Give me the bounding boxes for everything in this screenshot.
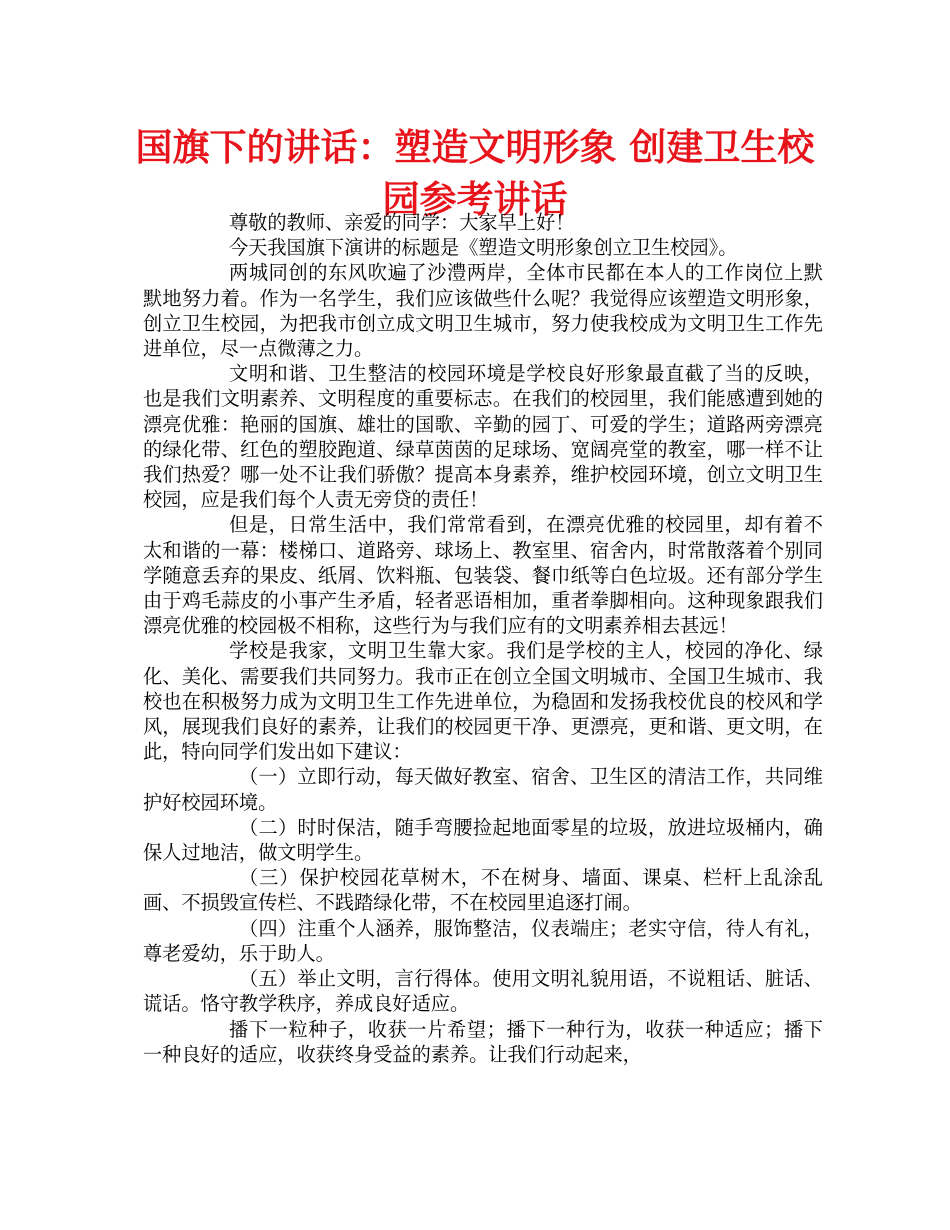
suggestion-item: （一）立即行动，每天做好教室、宿舍、卫生区的清洁工作，共同维护好校园环境。: [143, 765, 823, 814]
body-paragraph: 但是，日常生活中，我们常常看到，在漂亮优雅的校园里，却有着不太和谐的一幕：楼梯口、道路旁、球场上、教室里、宿舍内，时常散落着个别同学随意丢弃的果皮、纸屑、饮料瓶、包装袋、餐巾纸等白色垃圾。还有部分学生由于鸡毛蒜皮的小事产生矛盾，轻者恶语相加，重者拳脚相向。这种现象跟我们漂亮优雅的校园极不相称，这些行为与我们应有的文明素养相去甚远！: [143, 513, 823, 638]
suggestion-item: （四）注重个人涵养，服饰整洁，仪表端庄；老实守信，待人有礼，尊老爱幼，乐于助人。: [143, 916, 823, 965]
body-paragraph: 两城同创的东风吹遍了沙澧两岸，全体市民都在本人的工作岗位上默默地努力着。作为一名学生，我们应该做些什么呢？我觉得应该塑造文明形象，创立卫生校园，为把我市创立成文明卫生城市，努力使我校成为文明卫生工作先进单位，尽一点微薄之力。: [143, 261, 823, 361]
topic-paragraph: 今天我国旗下演讲的标题是《塑造文明形象创立卫生校园》。: [229, 236, 738, 260]
greeting-paragraph: 尊敬的教师、亲爱的同学：大家早上好！: [229, 211, 575, 234]
document-title: 国旗下的讲话：塑造文明形象 创建卫生校园参考讲话: [135, 126, 815, 221]
suggestion-item: （二）时时保洁，随手弯腰捡起地面零星的垃圾，放进垃圾桶内，确保人过地洁，做文明学生。: [143, 815, 823, 865]
body-paragraph: 学校是我家，文明卫生靠大家。我们是学校的主人，校园的净化、绿化、美化、需要我们共同努力。我市正在创立全国文明城市、全国卫生城市、我校也在积极努力成为文明卫生工作先进单位，为稳固和发扬我校优良的校风和学风，展现我们良好的素养，让我们的校园更干净、更漂亮，更和谐、更文明，在此，特向同学们发出如下建议：: [143, 639, 823, 764]
closing-paragraph: 播下一粒种子，收获一片希望；播下一种行为，收获一种适应；播下一种良好的适应，收获终身受益的素养。让我们行动起来，: [143, 1017, 823, 1066]
suggestion-item: （三）保护校园花草树木，不在树身、墙面、课桌、栏杆上乱涂乱画、不损毁宣传栏、不践踏绿化带，不在校园里追逐打闹。: [143, 866, 823, 915]
document-body: [143, 210, 823, 1067]
body-paragraph: 文明和谐、卫生整洁的校园环境是学校良好形象最直截了当的反映，也是我们文明素养、文明程度的重要标志。在我们的校园里，我们能感遭到她的漂亮优雅：艳丽的国旗、雄壮的国歌、辛勤的园丁、可爱的学生；道路两旁漂亮的绿化带、红色的塑胶跑道、绿草茵茵的足球场、宽阔亮堂的教室，哪一样不让我们热爱？哪一处不让我们骄傲？提高本身素养，维护校园环境，创立文明卫生校园，应是我们每个人责无旁贷的责任！: [143, 362, 823, 512]
suggestion-item: （五）举止文明，言行得体。使用文明礼貌用语，不说粗话、脏话、谎话。恪守教学秩序，养成良好适应。: [143, 967, 823, 1016]
